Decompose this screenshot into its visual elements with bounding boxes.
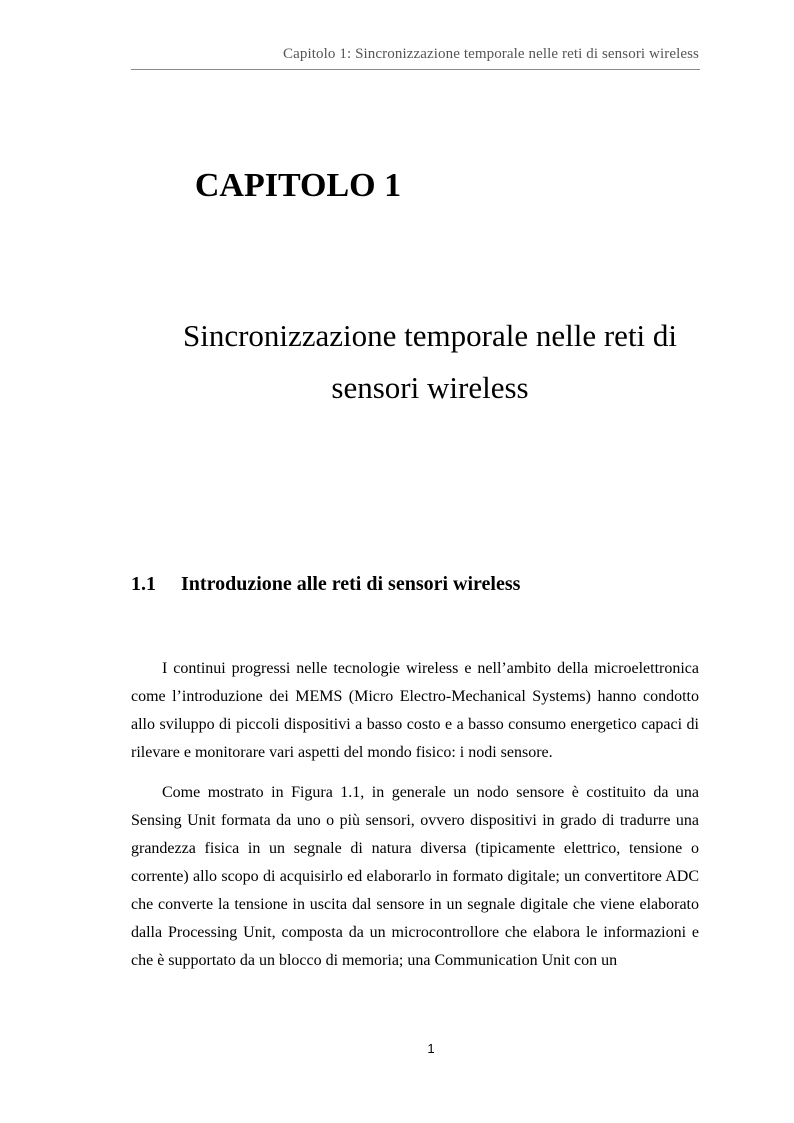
header-rule <box>131 69 700 70</box>
section-number: 1.1 <box>131 573 156 595</box>
section-heading <box>131 573 520 596</box>
chapter-label: CAPITOLO 1 <box>194 167 402 204</box>
paragraph: Come mostrato in Figura 1.1, in generale un nodo sensore è costituito da una Sensing Unit formata da uno o più sensori, ovvero dispositivi in grado di tradurre una grandezza fisica in un segnale di natura diversa (tipicamente elettrico, tensione o corrente) allo scopo di acquisirlo ed elaborarlo in formato digitale; un convertitore ADC che converte la tensione in uscita dal sensore in un segnale digitale che viene elaborato dalla Processing Unit, composta da un microcontrollore che elabora le informazioni e che è supportato da un blocco di memoria; una Communication Unit con un <box>131 784 699 969</box>
section-title: Introduzione alle reti di sensori wireless <box>181 573 521 595</box>
chapter-title-line-2: sensori wireless <box>331 370 529 405</box>
paragraph: I continui progressi nelle tecnologie wireless e nell’ambito della microelettronica come l’introduzione dei MEMS (Micro Electro-Mechanical Systems) hanno condotto allo sviluppo di piccoli dispositivi a basso costo e a basso consumo energetico capaci di rilevare e monitorare vari aspetti del mondo fisico: i nodi sensore. <box>131 660 699 761</box>
running-header: Capitolo 1: Sincronizzazione temporale nelle reti di sensori wireless <box>283 46 699 62</box>
chapter-title-line-1: Sincronizzazione temporale nelle reti di <box>182 318 678 353</box>
body-text <box>131 655 699 987</box>
page-number: 1 <box>427 1041 435 1056</box>
chapter-title <box>160 310 700 414</box>
